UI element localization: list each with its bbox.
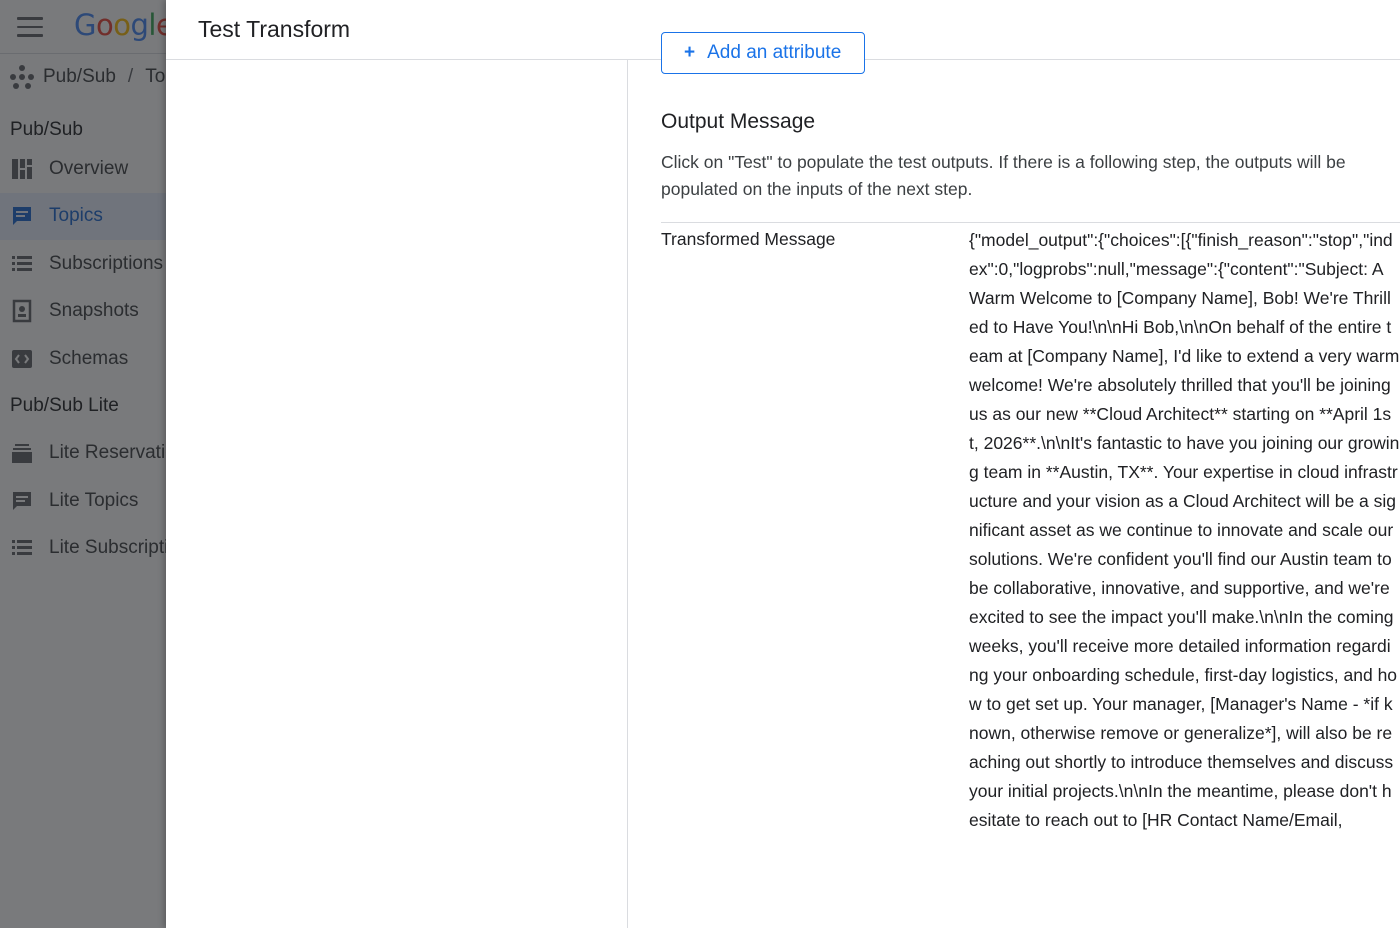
panel-left-pane [166, 60, 628, 928]
transformed-message-value: {"model_output":{"choices":[{"finish_reason":"stop","index":0,"logprobs":null,"message":{"content":"Subject: A Warm Welcome to [Company Name], Bob! We're Thrilled to Have You!\n\nHi Bob,\n\nOn behalf of the entire team at [Company Name], I'd like to extend a very warm welcome! We're absolutely thrilled that you'll be joining us as our new **Cloud Architect** starting on **April 1st, 2026**.\n\nIt's fantastic to have you joining our growing team in **Austin, TX**. Your expertise in cloud infrastructure and your vision as a Cloud Architect will be a significant asset as we continue to innovate and scale our solutions. We're confident you'll find our Austin team to be collaborative, innovative, and supportive, and we're excited to see the impact you'll make.\n\nIn the coming weeks, you'll receive more detailed information regarding your onboarding schedule, first-day logistics, and how to get set up. Your manager, [Manager's Name - *if known, otherwise remove or generalize*], will also be reaching out shortly to introduce themselves and discuss your initial projects.\n\nIn the meantime, please don't hesitate to reach out to [HR Contact Name/Email, [969, 230, 1400, 830]
divider [661, 222, 1400, 223]
output-message-description: Click on "Test" to populate the test outputs. If there is a following step, the outputs will be populated on the inputs of the next step. [661, 152, 1346, 199]
transformed-message-label: Transformed Message [661, 229, 836, 249]
plus-icon: + [684, 42, 696, 63]
panel-right-pane[interactable] [629, 42, 1400, 928]
test-transform-panel [166, 0, 1400, 928]
panel-title: Test Transform [166, 0, 1400, 60]
add-attribute-label: Add an attribute [707, 42, 842, 63]
add-attribute-button[interactable] [661, 32, 865, 74]
output-message-title: Output Message [661, 110, 816, 133]
